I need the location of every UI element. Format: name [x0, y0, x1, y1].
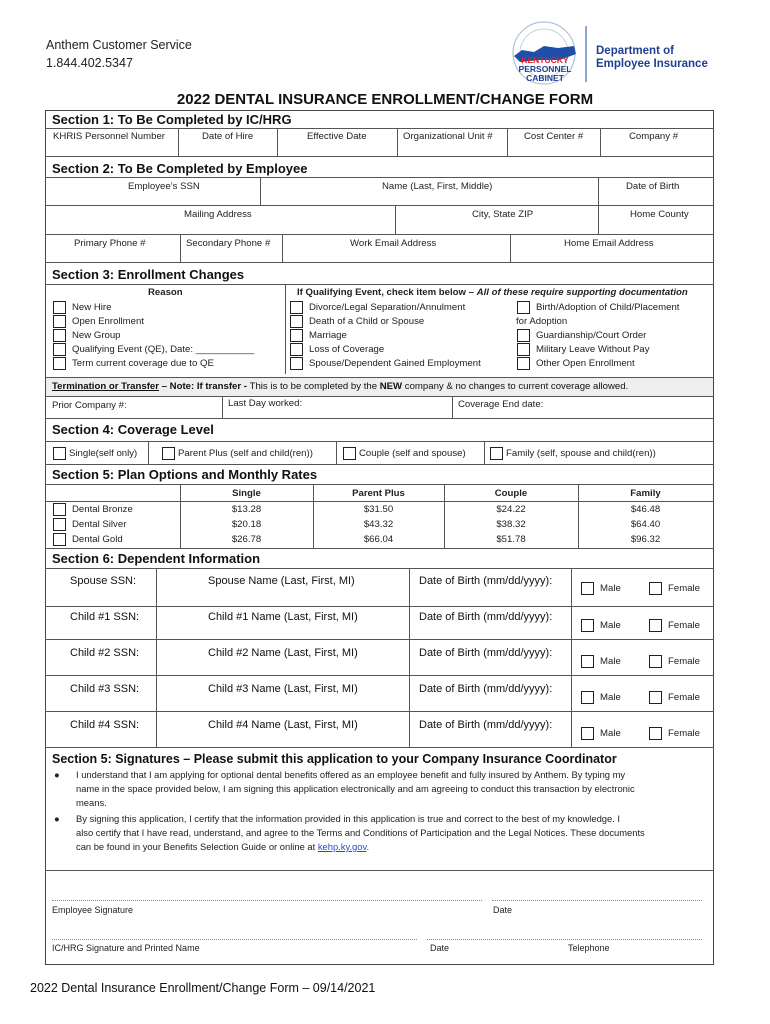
prior-company-field[interactable]: Prior Company #: — [52, 400, 127, 411]
qualifying-event-label: Death of a Child or Spouse — [309, 316, 425, 327]
coverage-checkbox[interactable] — [490, 447, 503, 460]
last-day-worked-field[interactable]: Last Day worked: — [228, 398, 303, 409]
qualifying-event-label: Marriage — [309, 330, 347, 341]
dependent-divider — [571, 604, 572, 639]
dependent-name-field[interactable]: Child #1 Name (Last, First, MI) — [208, 611, 358, 623]
city-state-zip-field[interactable]: City, State ZIP — [472, 209, 534, 220]
plan-checkbox[interactable] — [53, 533, 66, 546]
plan-rate: $46.48 — [630, 504, 661, 515]
home-email-field[interactable]: Home Email Address — [564, 238, 654, 249]
bullet-icon: ● — [54, 769, 60, 780]
contact-phone: 1.844.402.5347 — [46, 56, 133, 70]
logo — [500, 16, 722, 86]
reason-label: Qualifying Event (QE), Date: ___________ — [72, 344, 255, 355]
dependent-row-rule — [45, 675, 714, 676]
dependent-ssn-field[interactable]: Child #1 SSN: — [70, 611, 140, 623]
dependent-ssn-field[interactable]: Child #2 SSN: — [70, 647, 140, 659]
secondary-phone-field[interactable]: Secondary Phone # — [186, 238, 271, 249]
plan-column-header: Couple — [494, 488, 528, 499]
female-label: Female — [668, 692, 700, 703]
female-label: Female — [668, 728, 700, 739]
primary-phone-field[interactable]: Primary Phone # — [74, 238, 146, 249]
coverage-label: Couple (self and spouse) — [359, 448, 466, 459]
footer: 2022 Dental Insurance Enrollment/Change Form – 09/14/2021 — [30, 981, 376, 995]
signature-terms — [52, 768, 707, 854]
coverage-divider — [148, 441, 149, 464]
plan-rate: $43.32 — [363, 519, 394, 530]
kehp-link[interactable]: kehp.ky.gov — [317, 841, 367, 852]
dependent-divider — [156, 712, 157, 747]
employee-name-field[interactable]: Name (Last, First, Middle) — [382, 181, 493, 192]
plan-column-header: Family — [630, 488, 661, 499]
dependent-divider — [156, 676, 157, 711]
department-name: Department of Employee Insurance — [596, 45, 708, 70]
reason-header: Reason — [148, 287, 183, 298]
female-label: Female — [668, 583, 700, 594]
dependent-dob-field[interactable]: Date of Birth (mm/dd/yyyy): — [419, 683, 553, 695]
female-checkbox[interactable] — [649, 655, 662, 668]
dependent-name-field[interactable]: Child #3 Name (Last, First, MI) — [208, 683, 358, 695]
male-label: Male — [600, 583, 621, 594]
dependent-name-field[interactable]: Spouse Name (Last, First, MI) — [208, 575, 355, 587]
signatures-heading: Section 5: Signatures – Please submit this application to your Company Insurance Coordinator — [52, 752, 617, 766]
dependent-row-rule — [45, 639, 714, 640]
ichrg-date-label: Date — [430, 943, 450, 953]
plan-name: Dental Silver — [72, 519, 127, 530]
coverage-end-date-field[interactable]: Coverage End date: — [458, 399, 544, 410]
employee-ssn-field[interactable]: Employee’s SSN — [128, 181, 200, 192]
coverage-checkbox[interactable] — [53, 447, 66, 460]
coverage-divider — [484, 441, 485, 464]
dependent-divider — [571, 712, 572, 747]
section1-heading: Section 1: To Be Completed by IC/HRG — [52, 112, 292, 127]
plan-name: Dental Bronze — [72, 504, 133, 515]
plan-rate: $66.04 — [363, 534, 394, 545]
section2-heading: Section 2: To Be Completed by Employee — [52, 161, 308, 176]
coverage-label: Single(self only) — [69, 448, 138, 459]
dependent-dob-field[interactable]: Date of Birth (mm/dd/yyyy): — [419, 719, 553, 731]
dependent-divider — [409, 640, 410, 675]
dependent-ssn-field[interactable]: Spouse SSN: — [70, 575, 137, 587]
reason-checkbox[interactable] — [53, 343, 66, 356]
qualifying-event-checkbox[interactable] — [290, 329, 303, 342]
reason-checkbox[interactable] — [53, 357, 66, 370]
qualifying-event-checkbox[interactable] — [290, 357, 303, 370]
dependent-ssn-field[interactable]: Child #4 SSN: — [70, 719, 140, 731]
ichrg-signature-line[interactable] — [52, 939, 417, 940]
qe-header: If Qualifying Event, check item below – All of these require supporting documentation — [297, 287, 688, 298]
male-checkbox[interactable] — [581, 691, 594, 704]
dependent-divider — [156, 568, 157, 606]
terms-bullet-1: ● I understand that I am applying for optional dental benefits offered as an employee benefit and fully insured by Anthem. By typing my name in the space provided below, I am signing this application electronically and am agreeing to conduct this transaction by electronic means. — [54, 769, 635, 808]
reason-label: Open Enrollment — [72, 316, 144, 327]
plan-rate: $13.28 — [231, 504, 262, 515]
qualifying-event-label: Other Open Enrollment — [536, 358, 635, 369]
khris-field[interactable]: KHRIS Personnel Number — [53, 131, 165, 142]
termination-note: Termination or Transfer – Note: If transfer - This is to be completed by the NEW company & no changes to current coverage allowed. — [52, 381, 629, 392]
female-checkbox[interactable] — [649, 582, 662, 595]
coverage-divider — [336, 441, 337, 464]
female-checkbox[interactable] — [649, 727, 662, 740]
qualifying-event-label: Divorce/Legal Separation/Annulment — [309, 302, 466, 313]
reason-label: Term current coverage due to QE — [72, 358, 214, 369]
reason-checkbox[interactable] — [53, 301, 66, 314]
effective-date-field[interactable]: Effective Date — [307, 131, 367, 142]
org-unit-field[interactable]: Organizational Unit # — [403, 131, 493, 142]
male-checkbox[interactable] — [581, 619, 594, 632]
plan-checkbox[interactable] — [53, 503, 66, 516]
male-checkbox[interactable] — [581, 727, 594, 740]
dependent-divider — [156, 604, 157, 639]
cost-center-field[interactable]: Cost Center # — [524, 131, 584, 142]
qualifying-event-label: Spouse/Dependent Gained Employment — [309, 358, 481, 369]
ichrg-date-telephone-line[interactable] — [427, 939, 702, 940]
female-checkbox[interactable] — [649, 691, 662, 704]
bullet-icon: ● — [54, 813, 60, 824]
dependent-divider — [571, 568, 572, 606]
section1-row — [45, 128, 714, 156]
section6-heading: Section 6: Dependent Information — [52, 551, 261, 566]
dependent-divider — [409, 568, 410, 606]
qualifying-event-label: Birth/Adoption of Child/Placement — [536, 302, 680, 313]
dependent-ssn-field[interactable]: Child #3 SSN: — [70, 683, 140, 695]
female-label: Female — [668, 620, 700, 631]
qualifying-event-label: Loss of Coverage — [309, 344, 385, 355]
qualifying-event-checkbox[interactable] — [290, 343, 303, 356]
qualifying-event-checkbox[interactable] — [517, 343, 530, 356]
qualifying-event-label: Guardianship/Court Order — [536, 330, 647, 341]
employee-signature-line[interactable] — [52, 900, 482, 901]
dependent-row-rule — [45, 606, 714, 607]
dependent-row-rule — [45, 711, 714, 712]
plan-rate: $31.50 — [363, 504, 394, 515]
employee-date-line[interactable] — [492, 900, 702, 901]
dependent-divider — [571, 676, 572, 711]
plan-rate: $64.40 — [630, 519, 661, 530]
ichrg-signature-label: IC/HRG Signature and Printed Name — [52, 943, 200, 953]
male-checkbox[interactable] — [581, 582, 594, 595]
qualifying-event-checkbox[interactable] — [517, 357, 530, 370]
female-checkbox[interactable] — [649, 619, 662, 632]
section3-heading: Section 3: Enrollment Changes — [52, 267, 245, 282]
female-label: Female — [668, 656, 700, 667]
reason-label: New Hire — [72, 302, 112, 313]
employee-signature-label: Employee Signature — [52, 905, 134, 915]
plan-header-rule — [45, 501, 714, 502]
plan-column-header: Parent Plus — [352, 488, 405, 499]
employee-date-label: Date — [493, 905, 513, 915]
male-label: Male — [600, 692, 621, 703]
plan-checkbox[interactable] — [53, 518, 66, 531]
logo-text: KENTUCKY PERSONNEL CABINET — [518, 55, 572, 83]
coverage-label: Family (self, spouse and child(ren)) — [506, 448, 656, 459]
coverage-label: Parent Plus (self and child(ren)) — [178, 448, 313, 459]
contact-block — [46, 36, 192, 72]
plan-rate: $38.32 — [496, 519, 526, 530]
plan-rate: $20.18 — [231, 519, 262, 530]
dependent-dob-field[interactable]: Date of Birth (mm/dd/yyyy): — [419, 575, 553, 587]
qualifying-event-checkbox[interactable] — [517, 301, 530, 314]
terms-bullet-2: ● By signing this application, I certify that the information provided in this application is true and correct to the best of my knowledge. I also certify that I have read, understand, and agree to the Terms and Conditions of Participation and the Legal Notices. These documents can be found in your Benefits Selection Guide or online at kehp.ky.gov. — [54, 813, 645, 852]
male-label: Male — [600, 620, 621, 631]
plan-rate: $24.22 — [496, 504, 526, 515]
home-county-field[interactable]: Home County — [630, 209, 689, 220]
dependent-divider — [156, 640, 157, 675]
coverage-checkbox[interactable] — [343, 447, 356, 460]
mailing-address-field[interactable]: Mailing Address — [184, 209, 252, 220]
form-title: 2022 DENTAL INSURANCE ENROLLMENT/CHANGE FORM — [176, 91, 594, 108]
male-label: Male — [600, 728, 621, 739]
qualifying-event-checkbox[interactable] — [290, 315, 303, 328]
dependent-divider — [409, 604, 410, 639]
qualifying-event-checkbox[interactable] — [517, 329, 530, 342]
date-of-hire-field[interactable]: Date of Hire — [202, 131, 254, 142]
reason-checkbox[interactable] — [53, 315, 66, 328]
male-checkbox[interactable] — [581, 655, 594, 668]
reason-label: New Group — [72, 330, 121, 341]
coverage-checkbox[interactable] — [162, 447, 175, 460]
plan-rate: $26.78 — [231, 534, 262, 545]
reason-checkbox[interactable] — [53, 329, 66, 342]
plan-column-header: Single — [232, 488, 261, 499]
dependent-dob-field[interactable]: Date of Birth (mm/dd/yyyy): — [419, 611, 553, 623]
date-of-birth-field[interactable]: Date of Birth — [626, 181, 680, 192]
work-email-field[interactable]: Work Email Address — [350, 238, 437, 249]
qualifying-event-checkbox[interactable] — [290, 301, 303, 314]
section5-heading: Section 5: Plan Options and Monthly Rates — [52, 467, 318, 482]
dependent-divider — [409, 712, 410, 747]
plan-rate: $51.78 — [496, 534, 526, 545]
telephone-label: Telephone — [568, 943, 610, 953]
dependent-row-rule — [45, 747, 714, 748]
contact-name: Anthem Customer Service — [46, 38, 192, 52]
dependent-name-field[interactable]: Child #2 Name (Last, First, MI) — [208, 647, 358, 659]
dependent-name-field[interactable]: Child #4 Name (Last, First, MI) — [208, 719, 358, 731]
plan-name: Dental Gold — [72, 534, 123, 545]
plan-rate: $96.32 — [630, 534, 661, 545]
qualifying-event-label: for Adoption — [516, 316, 568, 327]
male-label: Male — [600, 656, 621, 667]
dependent-divider — [409, 676, 410, 711]
company-field[interactable]: Company # — [629, 131, 679, 142]
dependent-dob-field[interactable]: Date of Birth (mm/dd/yyyy): — [419, 647, 553, 659]
qualifying-event-label: Military Leave Without Pay — [536, 344, 650, 355]
dependent-divider — [571, 640, 572, 675]
section4-heading: Section 4: Coverage Level — [52, 422, 214, 437]
